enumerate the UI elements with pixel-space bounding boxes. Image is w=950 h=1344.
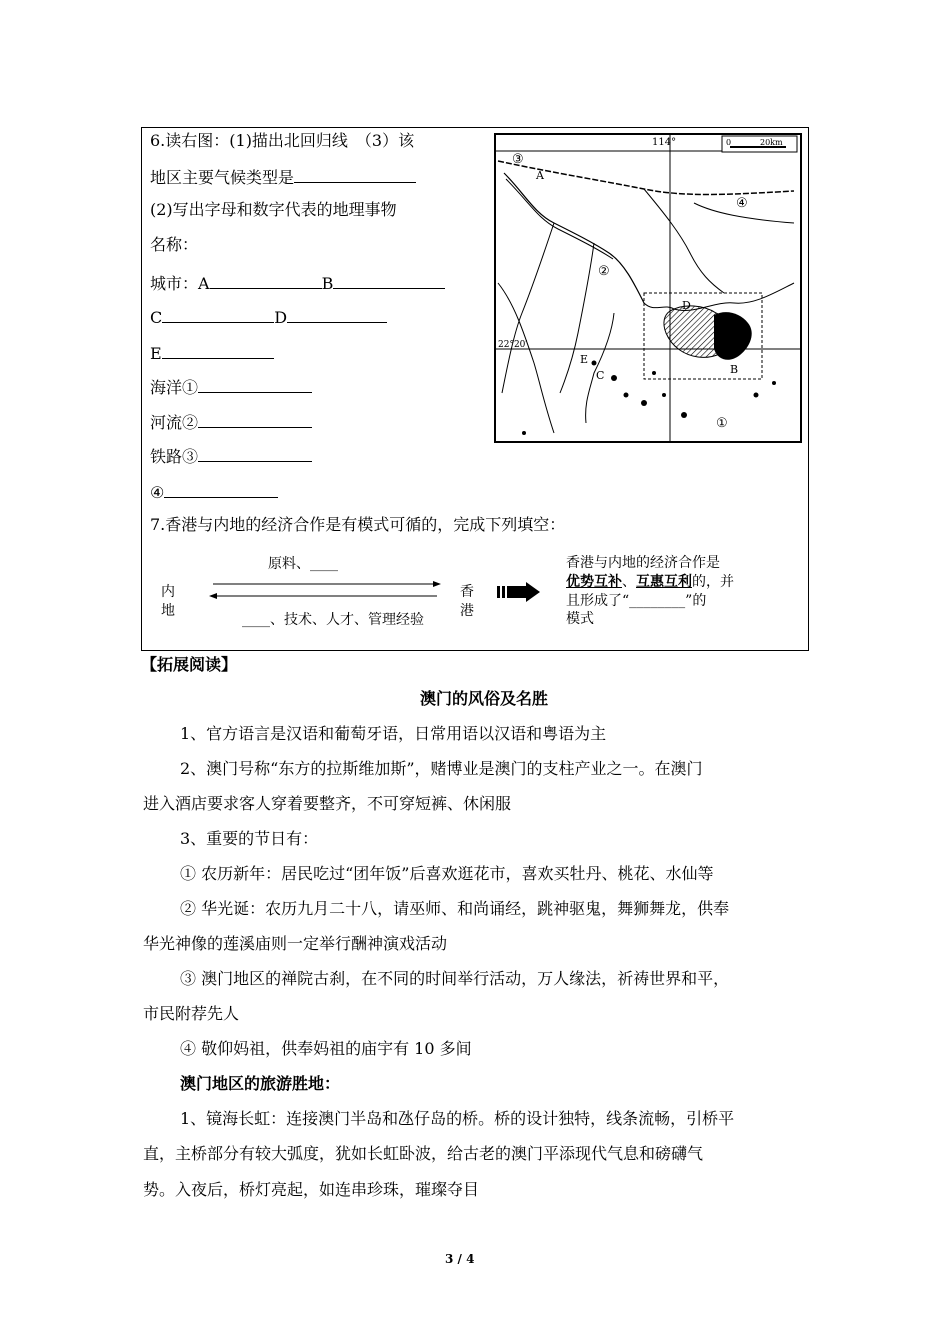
label-river: ② bbox=[598, 264, 610, 279]
big-arrow-icon bbox=[496, 580, 542, 604]
q6-line4: 名称： bbox=[150, 235, 199, 254]
city-row: 城市：A B bbox=[150, 272, 445, 294]
term-mutual-benefit: 互惠互利 bbox=[636, 574, 692, 590]
label-b: B bbox=[730, 363, 739, 376]
d-blank[interactable] bbox=[287, 306, 387, 323]
festival-4: ④ 敬仰妈祖，供奉妈祖的庙宇有 10 多间 bbox=[180, 1039, 472, 1058]
mainland-char-2: 地 bbox=[161, 603, 175, 619]
summary-line1: 香港与内地的经济合作是 bbox=[566, 555, 720, 571]
latitude-label: 22°20′ bbox=[498, 340, 528, 350]
label-ocean: ① bbox=[716, 416, 728, 431]
festival-3b: 市民附荐先人 bbox=[143, 1004, 240, 1023]
e-blank[interactable] bbox=[162, 342, 274, 359]
q7-title: 7.香港与内地的经济合作是有模式可循的，完成下列填空： bbox=[150, 515, 566, 534]
festival-2a: ② 华光诞：农历九月二十八，请巫师、和尚诵经，跳神驱鬼，舞狮舞龙，供奉 bbox=[180, 899, 730, 918]
island bbox=[754, 393, 759, 398]
island bbox=[681, 412, 687, 418]
island bbox=[652, 371, 656, 375]
tour-title: 澳门地区的旅游胜地： bbox=[180, 1074, 341, 1093]
island bbox=[522, 431, 526, 435]
tour-1b: 直，主桥部分有较大弧度，犹如长虹卧波，给古老的澳门平添现代气息和磅礴气 bbox=[143, 1144, 704, 1163]
label-d: D bbox=[682, 299, 691, 312]
bottom-arrow-label: ____、技术、人才、管理经验 bbox=[242, 612, 424, 628]
q6-line1: 6.读右图：(1)描出北回归线 （3）该 bbox=[150, 131, 415, 150]
q6-line3: (2)写出字母和数字代表的地理事物 bbox=[150, 200, 397, 219]
island bbox=[772, 381, 776, 385]
city-a-blank[interactable] bbox=[210, 272, 322, 289]
festival-2b: 华光神像的莲溪庙则一定举行酬神演戏活动 bbox=[143, 934, 448, 953]
four-row: ④ bbox=[150, 481, 278, 503]
term-complementary: 优势互补 bbox=[566, 574, 622, 590]
arrowhead-left bbox=[209, 593, 217, 599]
island bbox=[592, 361, 597, 366]
cd-row: C D bbox=[150, 306, 387, 328]
river-blank[interactable] bbox=[198, 411, 312, 428]
summary-line2: 优势互补、互惠互利的，并 bbox=[566, 574, 734, 590]
flow-arrows bbox=[205, 578, 445, 602]
island bbox=[641, 400, 647, 406]
summary-line4: 模式 bbox=[566, 611, 594, 627]
railway-blank[interactable] bbox=[198, 445, 312, 462]
hongkong-char-2: 港 bbox=[460, 603, 474, 619]
climate-blank[interactable] bbox=[294, 166, 416, 183]
para-2a: 2、澳门号称“东方的拉斯维加斯”，赌博业是澳门的支柱产业之一。在澳门 bbox=[180, 759, 703, 778]
ocean-blank[interactable] bbox=[198, 376, 312, 393]
summary-line3: 且形成了“________”的 bbox=[566, 593, 707, 609]
label-a: A bbox=[536, 169, 544, 182]
tour-1a: 1、镜海长虹：连接澳门半岛和氹仔岛的桥。桥的设计独特，线条流畅，引桥平 bbox=[180, 1109, 735, 1128]
mainland-char-1: 内 bbox=[161, 584, 175, 600]
section-title: 【拓展阅读】 bbox=[141, 655, 238, 674]
para-3: 3、重要的节日有： bbox=[180, 829, 319, 848]
top-arrow-label: 原料、____ bbox=[268, 556, 338, 572]
island bbox=[662, 393, 666, 397]
label-four: ④ bbox=[736, 196, 748, 211]
label-c: C bbox=[596, 369, 605, 382]
c-blank[interactable] bbox=[162, 306, 274, 323]
scale-zero: 0 bbox=[726, 138, 732, 147]
island bbox=[624, 393, 629, 398]
article-title: 澳门的风俗及名胜 bbox=[420, 689, 549, 708]
city-b-blank[interactable] bbox=[333, 272, 445, 289]
island bbox=[611, 375, 617, 381]
tour-1c: 势。入夜后，桥灯亮起，如连串珍珠，璀璨夺目 bbox=[143, 1180, 480, 1199]
label-railway: ③ bbox=[512, 152, 524, 167]
longitude-label: 114° bbox=[652, 137, 677, 148]
label-e: E bbox=[580, 353, 589, 366]
page-number: 3 / 4 bbox=[445, 1252, 475, 1266]
ocean-row: 海洋① bbox=[150, 376, 312, 398]
pearl-river-delta-map bbox=[494, 133, 802, 443]
railway-row: 铁路③ bbox=[150, 445, 312, 467]
para-2b: 进入酒店要求客人穿着要整齐，不可穿短裤、休闲服 bbox=[143, 794, 512, 813]
festival-3a: ③ 澳门地区的禅院古刹，在不同的时间举行活动，万人缘法，祈祷世界和平， bbox=[180, 969, 730, 988]
arrowhead-right bbox=[433, 581, 441, 587]
hongkong-char-1: 香 bbox=[460, 584, 474, 600]
four-blank[interactable] bbox=[164, 481, 278, 498]
scale-value: 20km bbox=[760, 138, 783, 147]
para-1: 1、官方语言是汉语和葡萄牙语，日常用语以汉语和粤语为主 bbox=[180, 724, 607, 743]
q6-line2: 地区主要气候类型是 bbox=[150, 166, 416, 188]
e-row: E bbox=[150, 342, 274, 364]
river-row: 河流② bbox=[150, 411, 312, 433]
festival-1: ① 农历新年：居民吃过“团年饭”后喜欢逛花市，喜欢买牡丹、桃花、水仙等 bbox=[180, 864, 714, 883]
